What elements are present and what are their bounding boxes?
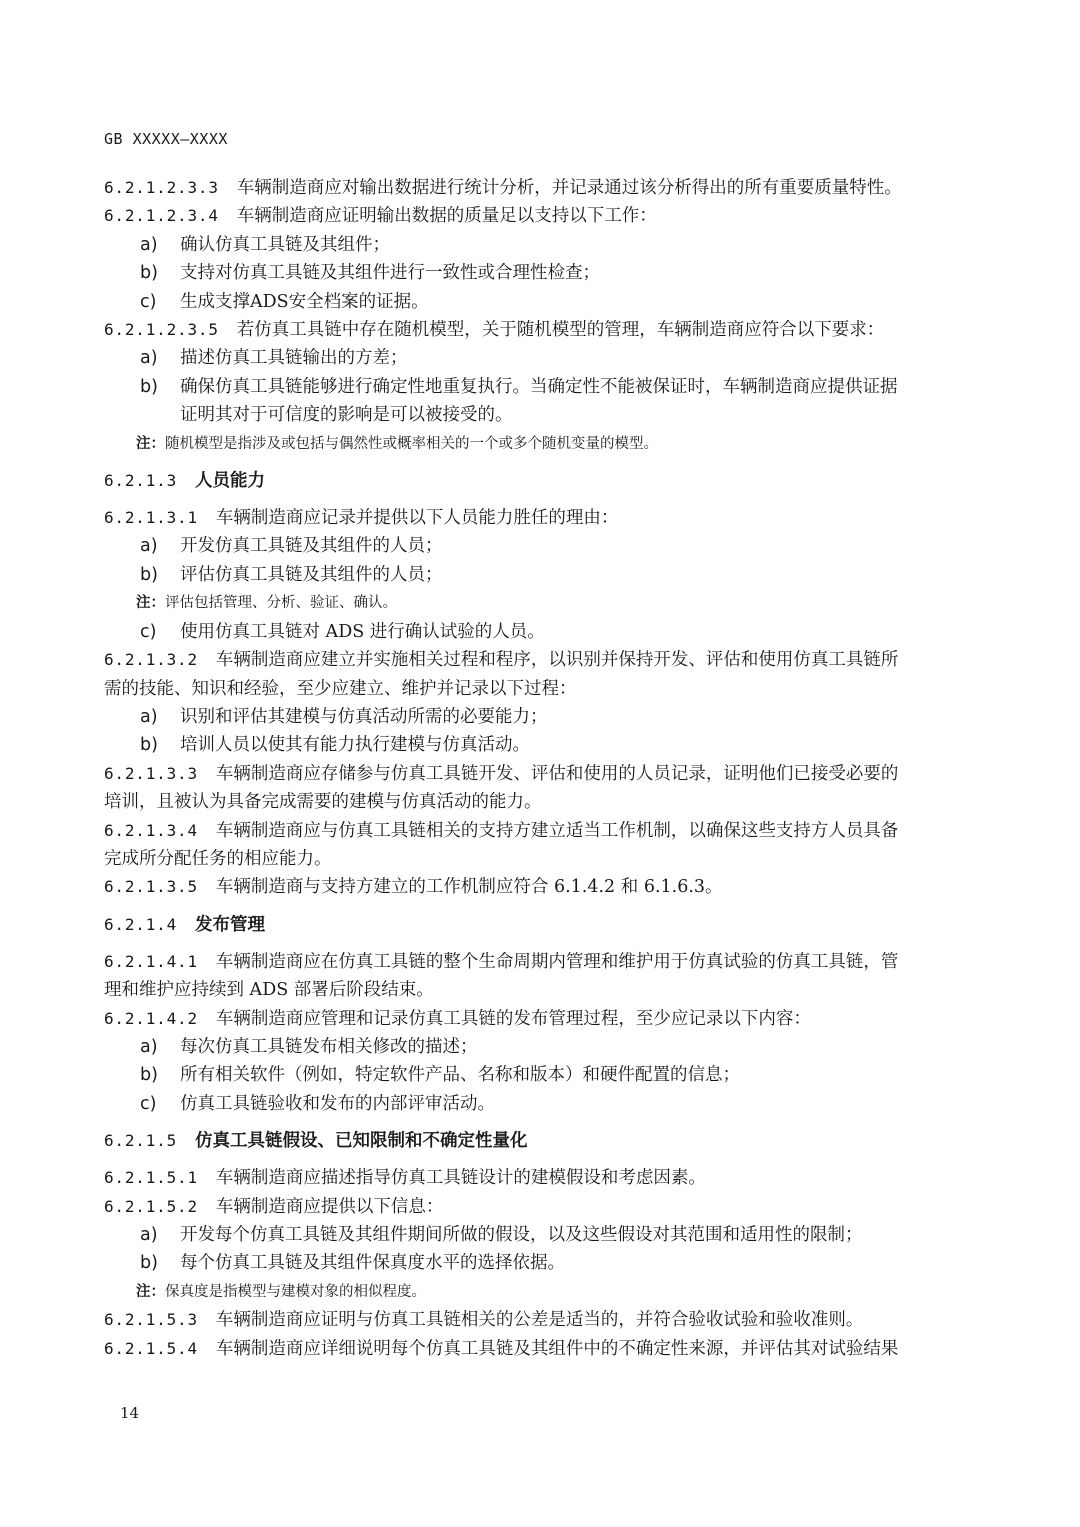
note-label: 注： bbox=[136, 435, 165, 452]
list-marker: c) bbox=[140, 621, 157, 642]
clause-number: 6.2.1.5.4 bbox=[104, 1338, 198, 1358]
clause-text: 车辆制造商应对输出数据进行统计分析，并记录通过该分析得出的所有重要质量特性。 bbox=[236, 178, 902, 198]
clause-6-2-1-3-3 bbox=[104, 760, 964, 788]
list-item-text: 开发每个仿真工具链及其组件期间所做的假设，以及这些假设对其范围和适用性的限制； bbox=[180, 1225, 863, 1245]
document-code: GB XXXXX—XXXX bbox=[104, 130, 228, 148]
clause-text: 车辆制造商应建立并实施相关过程和程序，以识别并保持开发、评估和使用仿真工具链所 bbox=[215, 650, 899, 671]
list-marker: a) bbox=[140, 348, 158, 369]
clause-6-2-1-3-4 bbox=[104, 817, 964, 845]
section-title: 人员能力 bbox=[195, 471, 266, 492]
section-title: 仿真工具链假设、已知限制和不确定性量化 bbox=[195, 1131, 528, 1152]
list-item bbox=[104, 1249, 964, 1277]
clause-6-2-1-3-2 bbox=[104, 646, 964, 674]
clause-continuation: 完成所分配任务的相应能力。 bbox=[104, 848, 332, 869]
list-item-text: 仿真工具链验收和发布的内部评审活动。 bbox=[180, 1093, 495, 1114]
clause-continuation: 需的技能、知识和经验，至少应建立、维护并记录以下过程： bbox=[104, 678, 577, 699]
note-label: 注： bbox=[136, 1283, 165, 1300]
list-item-text: 评估仿真工具链及其组件的人员； bbox=[180, 564, 443, 585]
list-item-text: 描述仿真工具链输出的方差； bbox=[180, 348, 408, 369]
list-item-text: 所有相关软件（例如，特定软件产品、名称和版本）和硬件配置的信息； bbox=[180, 1065, 740, 1086]
note-text: 保真度是指模型与建模对象的相似程度。 bbox=[165, 1283, 426, 1300]
note-label: 注： bbox=[136, 595, 165, 612]
document-body bbox=[104, 174, 964, 1363]
clause-text: 车辆制造商应提供以下信息： bbox=[215, 1196, 444, 1217]
note bbox=[104, 430, 964, 458]
clause-number: 6.2.1.3.1 bbox=[104, 508, 198, 528]
list-marker: c) bbox=[140, 291, 157, 312]
clause-6-2-1-5-2 bbox=[104, 1193, 964, 1221]
note-text: 随机模型是指涉及或包括与偶然性或概率相关的一个或多个随机变量的模型。 bbox=[165, 435, 658, 452]
clause-6-2-1-2-3-5 bbox=[104, 316, 964, 344]
list-item bbox=[104, 703, 964, 731]
clause-6-2-1-5-4 bbox=[104, 1335, 964, 1363]
clause-number: 6.2.1.4.2 bbox=[104, 1008, 198, 1028]
list-item bbox=[104, 373, 964, 401]
list-item-text: 开发仿真工具链及其组件的人员； bbox=[180, 536, 443, 557]
list-item bbox=[104, 231, 964, 259]
clause-6-2-1-4-2 bbox=[104, 1005, 964, 1033]
clause-text: 车辆制造商应证明与仿真工具链相关的公差是适当的，并符合验收试验和验收准则。 bbox=[215, 1310, 864, 1331]
clause-number: 6.2.1.5.2 bbox=[104, 1196, 198, 1216]
list-item-text: 生成支撑ADS安全档案的证据。 bbox=[180, 291, 429, 312]
clause-number: 6.2.1.3.2 bbox=[104, 650, 198, 670]
list-item bbox=[104, 561, 964, 589]
list-item-text: 每个仿真工具链及其组件保真度水平的选择依据。 bbox=[180, 1253, 565, 1274]
list-marker: b) bbox=[140, 376, 158, 397]
list-item bbox=[104, 344, 964, 372]
section-title: 发布管理 bbox=[195, 914, 266, 935]
list-marker: a) bbox=[140, 234, 158, 255]
note bbox=[104, 1278, 964, 1306]
clause-6-2-1-4-1 bbox=[104, 948, 964, 976]
list-marker: a) bbox=[140, 706, 158, 727]
clause-6-2-1-2-3-4 bbox=[104, 202, 964, 230]
section-heading-6-2-1-4 bbox=[104, 911, 964, 939]
list-item-text: 每次仿真工具链发布相关修改的描述； bbox=[180, 1036, 478, 1057]
clause-6-2-1-5-3 bbox=[104, 1306, 964, 1334]
list-marker: b) bbox=[140, 263, 158, 284]
page-number: 14 bbox=[120, 1404, 140, 1422]
clause-number: 6.2.1.3.3 bbox=[104, 763, 198, 783]
section-number: 6.2.1.3 bbox=[104, 471, 178, 491]
list-item bbox=[104, 1061, 964, 1089]
clause-number: 6.2.1.3.4 bbox=[104, 820, 198, 840]
clause-continuation: 理和维护应持续到 ADS 部署后阶段结束。 bbox=[104, 980, 434, 1001]
clause-6-2-1-5-1 bbox=[104, 1164, 964, 1192]
clause-text: 车辆制造商应详细说明每个仿真工具链及其组件中的不确定性来源，并评估其对试验结果 bbox=[215, 1338, 899, 1359]
clause-number: 6.2.1.5.1 bbox=[104, 1168, 198, 1188]
list-item bbox=[104, 288, 964, 316]
clause-text: 车辆制造商应证明输出数据的质量足以支持以下工作： bbox=[236, 206, 657, 227]
list-marker: c) bbox=[140, 1093, 157, 1114]
clause-number: 6.2.1.2.3.4 bbox=[104, 206, 219, 226]
list-marker: b) bbox=[140, 1253, 158, 1274]
list-marker: b) bbox=[140, 735, 158, 756]
clause-text: 车辆制造商应存储参与仿真工具链开发、评估和使用的人员记录，证明他们已接受必要的 bbox=[215, 763, 899, 784]
list-item-text: 识别和评估其建模与仿真活动所需的必要能力； bbox=[180, 706, 548, 727]
list-item bbox=[104, 532, 964, 560]
list-marker: a) bbox=[140, 1225, 158, 1245]
note-text: 评估包括管理、分析、验证、确认。 bbox=[165, 595, 397, 612]
list-item-text: 使用仿真工具链对 ADS 进行确认试验的人员。 bbox=[180, 621, 545, 642]
clause-number: 6.2.1.2.3.3 bbox=[104, 178, 219, 197]
list-item-text: 确认仿真工具链及其组件； bbox=[180, 234, 390, 255]
clause-6-2-1-3-1 bbox=[104, 504, 964, 532]
clause-6-2-1-2-3-3 bbox=[104, 174, 964, 202]
clause-text: 车辆制造商与支持方建立的工作机制应符合 6.1.4.2 和 6.1.6.3。 bbox=[215, 877, 723, 898]
list-marker: b) bbox=[140, 564, 158, 585]
clause-number: 6.2.1.5.3 bbox=[104, 1310, 198, 1330]
list-item bbox=[104, 1090, 964, 1118]
list-item bbox=[104, 1221, 964, 1249]
clause-number: 6.2.1.2.3.5 bbox=[104, 320, 219, 340]
list-item-text: 支持对仿真工具链及其组件进行一致性或合理性检查； bbox=[180, 263, 600, 284]
list-marker: a) bbox=[140, 1036, 158, 1057]
clause-text: 车辆制造商应记录并提供以下人员能力胜任的理由： bbox=[215, 508, 619, 529]
list-marker: a) bbox=[140, 536, 158, 557]
list-item-text: 培训人员以使其有能力执行建模与仿真活动。 bbox=[180, 735, 530, 756]
list-item-continuation: 证明其对于可信度的影响是可以被接受的。 bbox=[180, 405, 513, 426]
note bbox=[104, 589, 964, 617]
clause-text: 车辆制造商应管理和记录仿真工具链的发布管理过程，至少应记录以下内容： bbox=[215, 1008, 811, 1029]
list-item bbox=[104, 731, 964, 759]
clause-text: 车辆制造商应描述指导仿真工具链设计的建模假设和考虑因素。 bbox=[215, 1168, 706, 1189]
list-item-text: 确保仿真工具链能够进行确定性地重复执行。当确定性不能被保证时，车辆制造商应提供证据 bbox=[180, 376, 898, 397]
list-marker: b) bbox=[140, 1065, 158, 1086]
clause-number: 6.2.1.3.5 bbox=[104, 877, 198, 897]
clause-continuation: 培训，且被认为具备完成需要的建模与仿真活动的能力。 bbox=[104, 792, 542, 813]
section-heading-6-2-1-5 bbox=[104, 1127, 964, 1155]
section-number: 6.2.1.5 bbox=[104, 1131, 178, 1151]
clause-6-2-1-3-5 bbox=[104, 873, 964, 901]
list-item bbox=[104, 618, 964, 646]
section-number: 6.2.1.4 bbox=[104, 914, 178, 934]
section-heading-6-2-1-3 bbox=[104, 467, 964, 495]
list-item bbox=[104, 1033, 964, 1061]
clause-number: 6.2.1.4.1 bbox=[104, 951, 198, 971]
clause-text: 车辆制造商应与仿真工具链相关的支持方建立适当工作机制，以确保这些支持方人员具备 bbox=[215, 820, 899, 841]
list-item bbox=[104, 259, 964, 287]
clause-text: 车辆制造商应在仿真工具链的整个生命周期内管理和维护用于仿真试验的仿真工具链，管 bbox=[215, 951, 899, 972]
clause-text: 若仿真工具链中存在随机模型，关于随机模型的管理，车辆制造商应符合以下要求： bbox=[236, 320, 885, 341]
